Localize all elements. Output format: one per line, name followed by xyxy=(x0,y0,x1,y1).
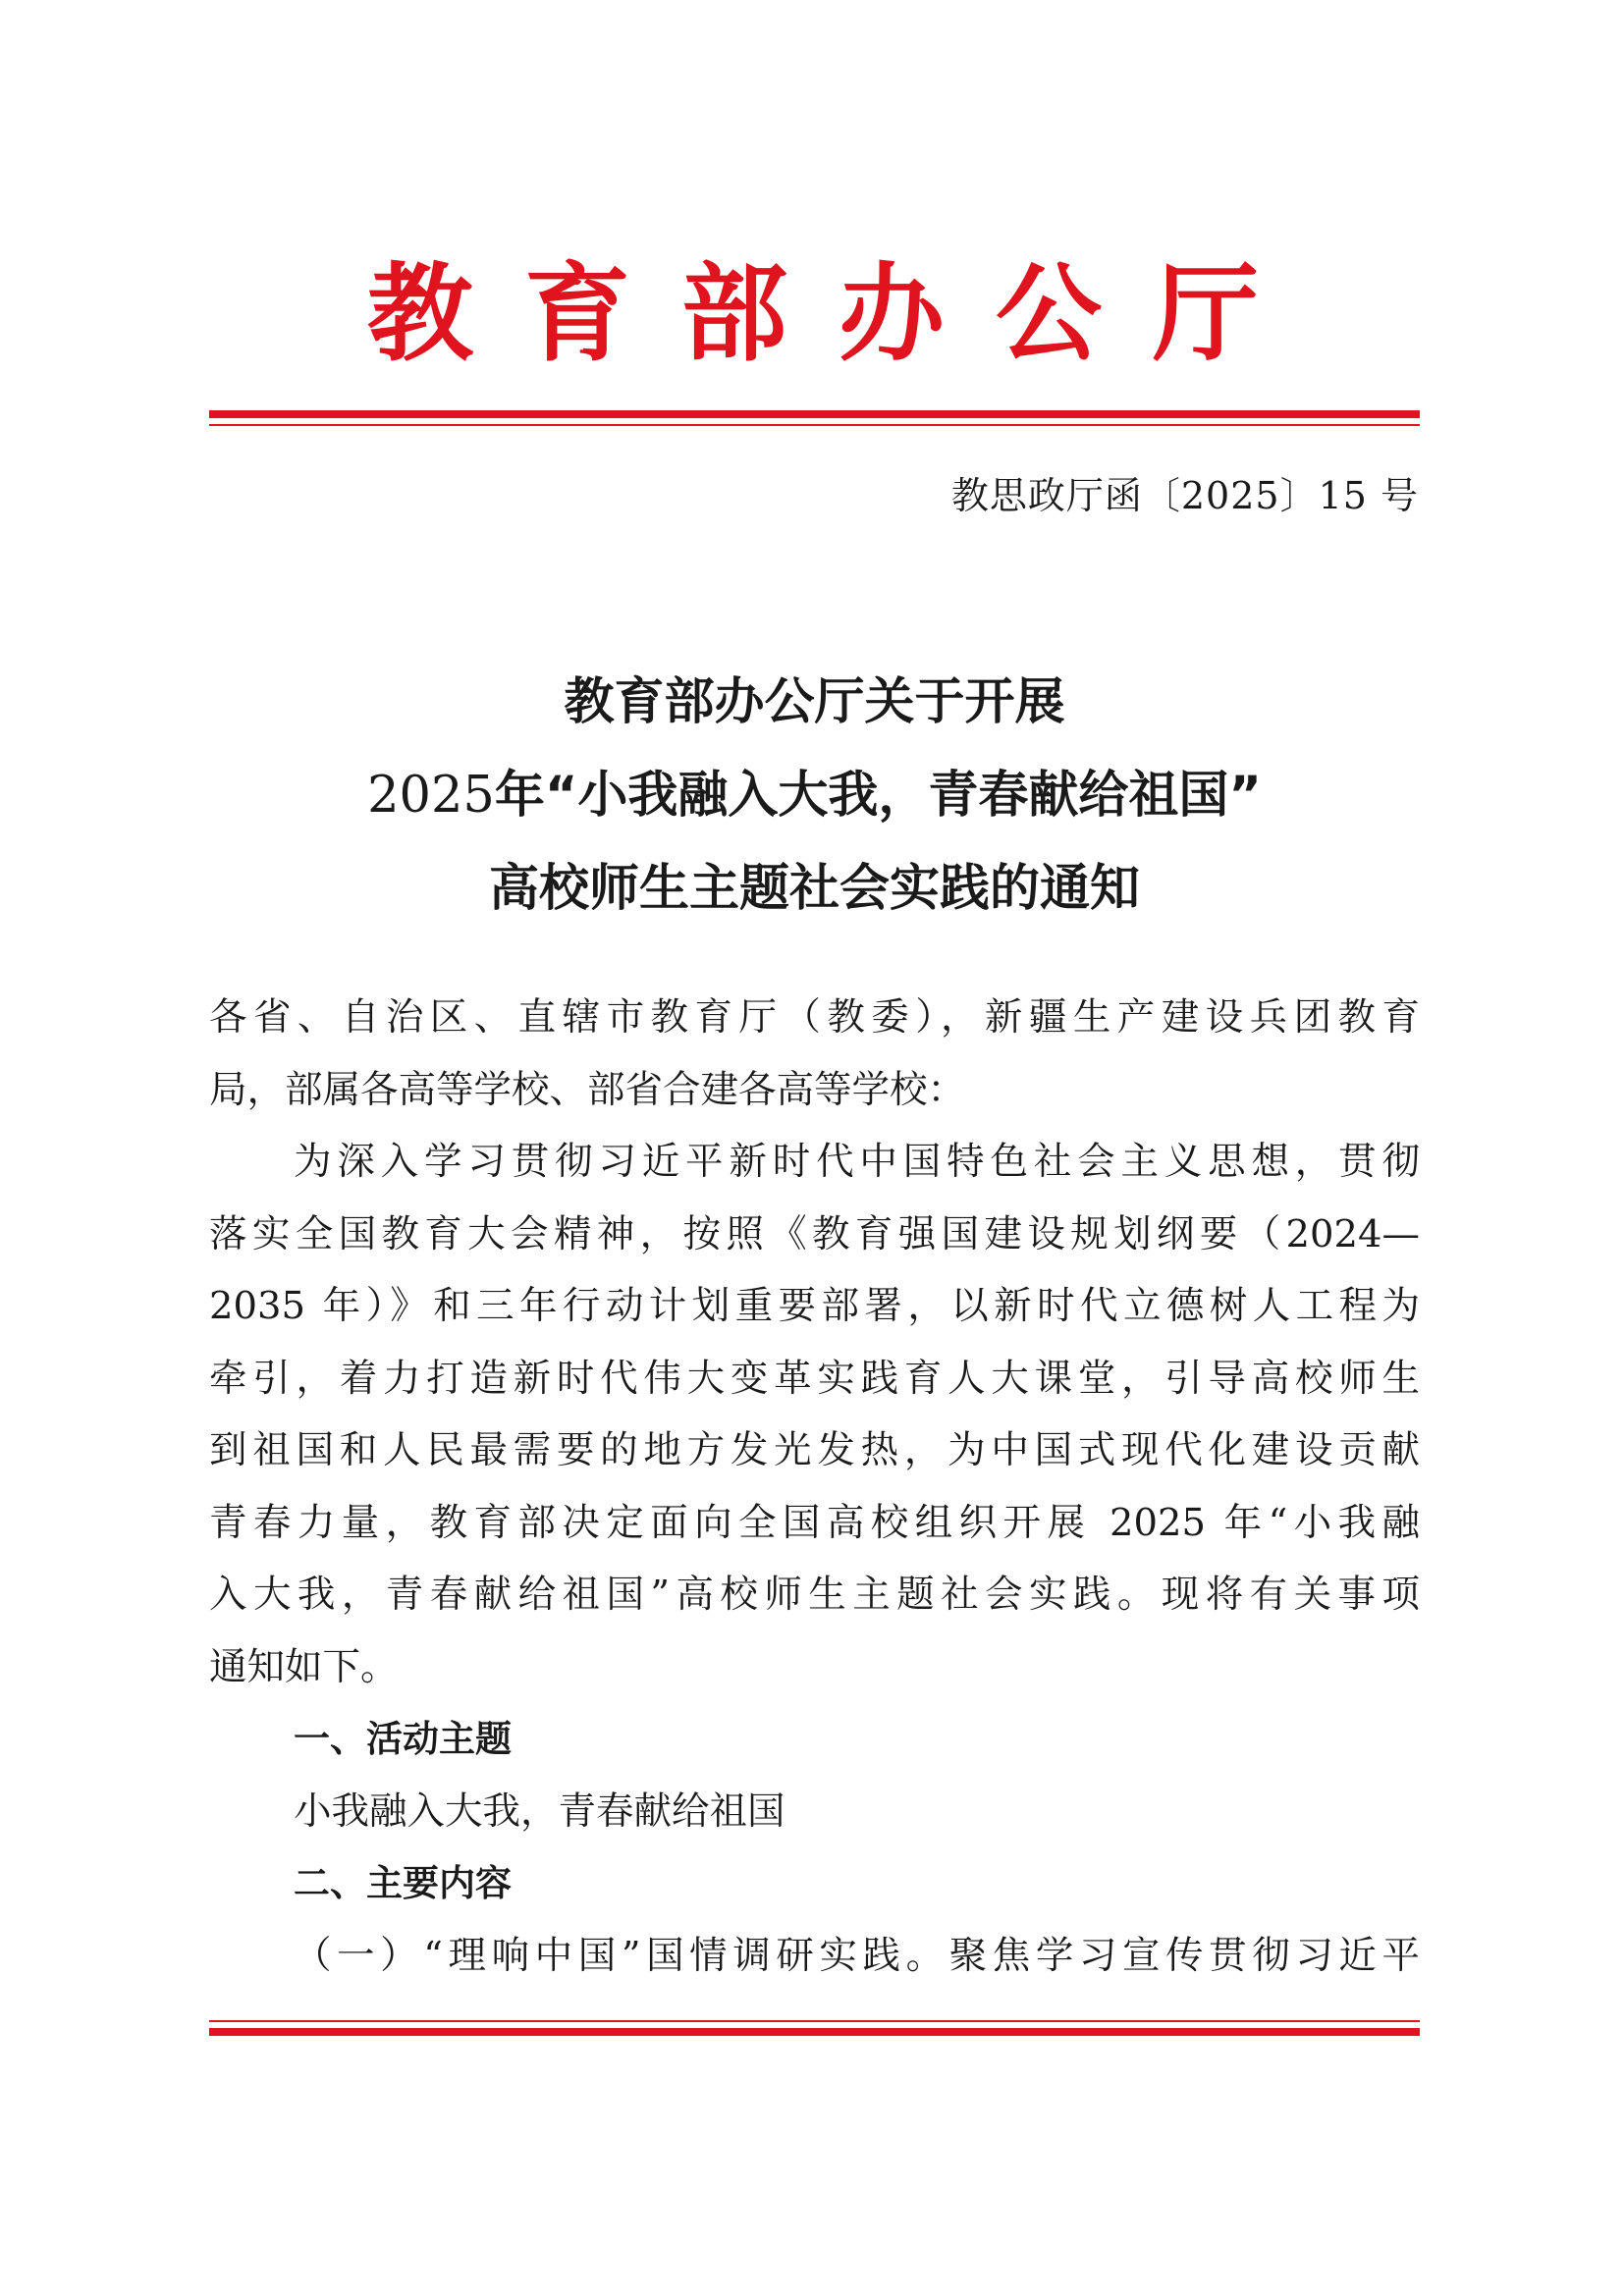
paragraph-line: 2035 年）》和三年行动计划重要部署，以新时代立德树人工程为 xyxy=(209,1284,1420,1328)
notice-title xyxy=(209,656,1420,935)
section-1-text: 小我融入大我，青春献给祖国 xyxy=(294,1789,785,1834)
paragraph-line: 到祖国和人民最需要的地方发光发热，为中国式现代化建设贡献 xyxy=(209,1428,1420,1472)
section-2-heading: 二、主要内容 xyxy=(294,1862,512,1904)
section-1-heading: 一、活动主题 xyxy=(294,1718,512,1760)
title-line-3: 高校师生主题社会实践的通知 xyxy=(488,860,1140,918)
paragraph-line: 牵引，着力打造新时代伟大变革实践育人大课堂，引导高校师生 xyxy=(209,1356,1420,1401)
masthead-title: 教育部办公厅 xyxy=(366,252,1310,376)
title-line-2-text: 年“小我融入大我，青春献给祖国” xyxy=(494,767,1262,825)
title-line-1: 教育部办公厅关于开展 xyxy=(564,673,1065,731)
title-line-2 xyxy=(209,749,1420,842)
footer-red-rule-thick xyxy=(209,2028,1420,2036)
recipients-line-1: 各省、自治区、直辖市教育厅（教委），新疆生产建设兵团教育 xyxy=(209,995,1420,1040)
paragraph-line: 青春力量，教育部决定面向全国高校组织开展 2025 年“小我融 xyxy=(209,1500,1420,1545)
header-red-rule-thick xyxy=(209,410,1420,418)
paragraph-line: 落实全国教育大会精神，按照《教育强国建设规划纲要（2024— xyxy=(209,1211,1420,1256)
document-number: 教思政厅函〔2025〕15 号 xyxy=(950,474,1419,517)
paragraph-line: 通知如下。 xyxy=(209,1644,399,1689)
paragraph-line: 入大我，青春献给祖国”高校师生主题社会实践。现将有关事项 xyxy=(209,1573,1420,1617)
header-red-rule-thin xyxy=(209,424,1420,426)
title-year: 2025 xyxy=(367,767,495,825)
footer-red-rule-thin xyxy=(209,2020,1420,2022)
recipients-line-2: 局，部属各高等学校、部省合建各高等学校： xyxy=(209,1067,966,1112)
notice-body xyxy=(209,982,1420,1992)
paragraph-line: 为深入学习贯彻习近平新时代中国特色社会主义思想，贯彻 xyxy=(294,1140,1420,1184)
section-2-item-1: （一）“理响中国”国情调研实践。聚焦学习宣传贯彻习近平 xyxy=(294,1933,1420,1978)
